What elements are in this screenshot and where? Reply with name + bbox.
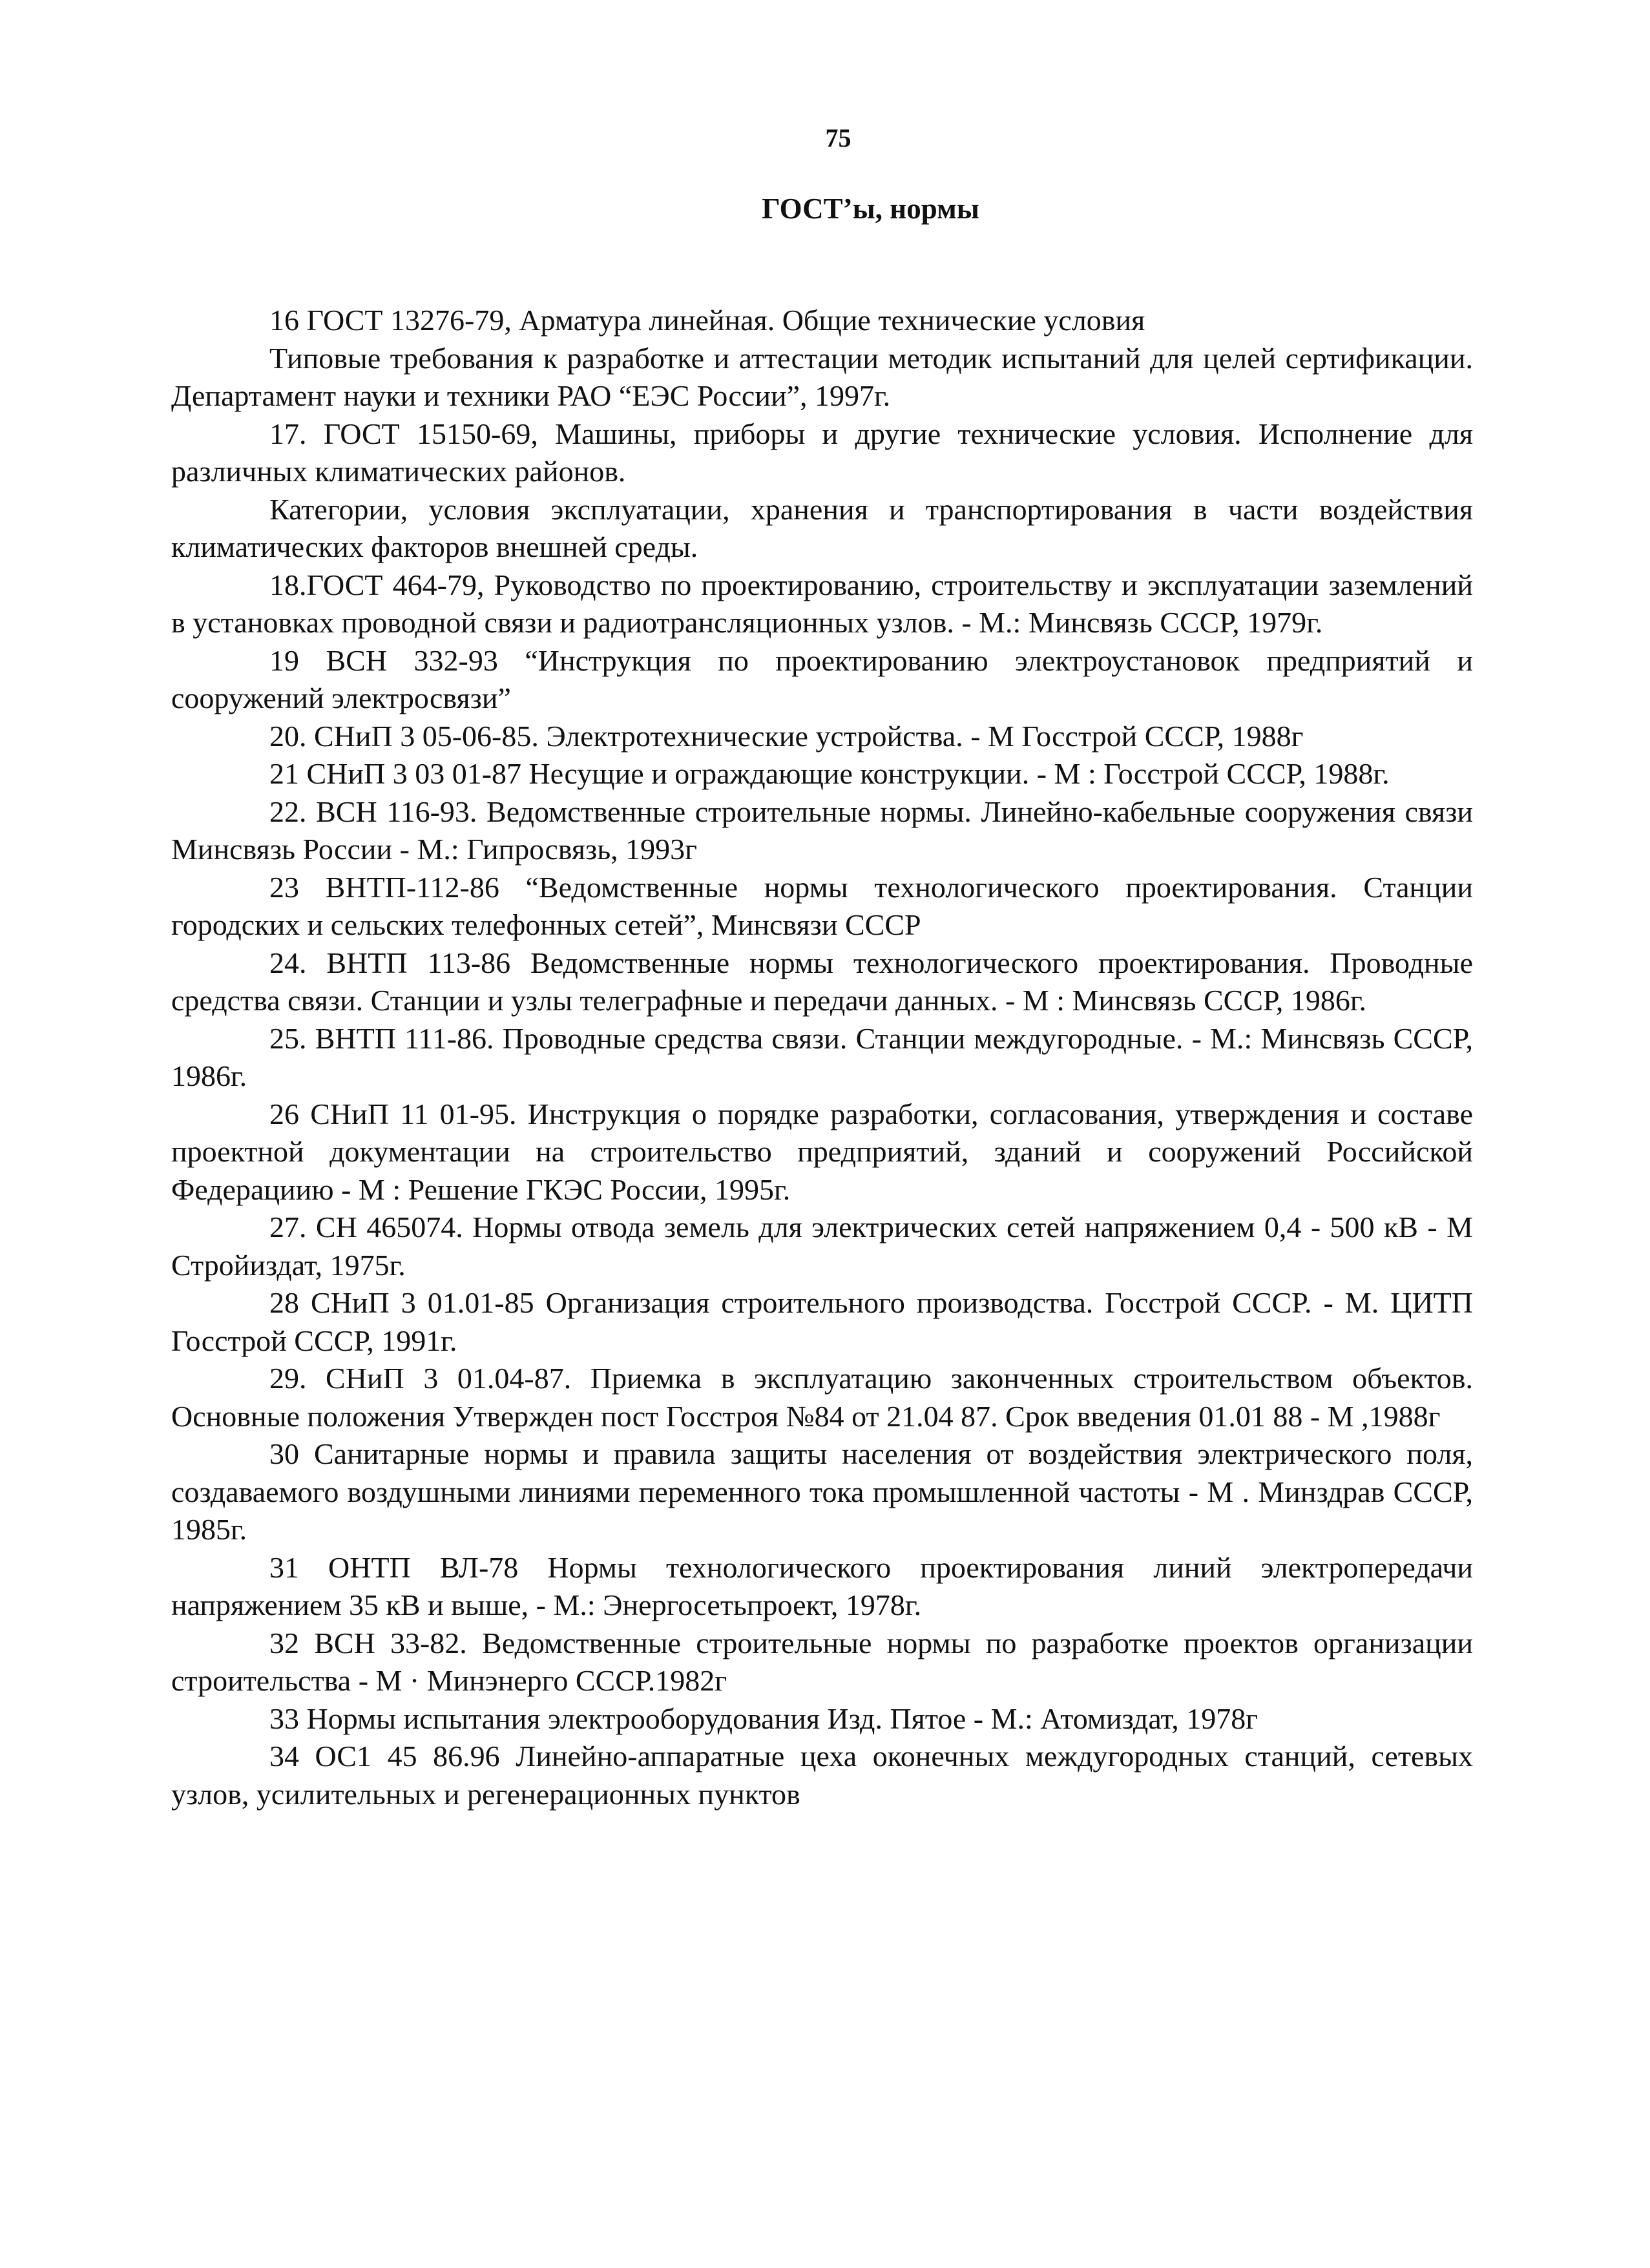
list-item: 27. СН 465074. Нормы отвода земель для электрических сетей напряжением 0,4 - 500 кВ - М Стройиздат, 1975г.	[171, 1211, 1473, 1282]
list-item: 31 ОНТП ВЛ-78 Нормы технологического проектирования линий электропередачи напряжением 35 кВ и выше, - М.: Энергосетьпроект, 1978г.	[171, 1550, 1473, 1621]
list-item: 22. ВСН 116-93. Ведомственные строительные нормы. Линейно-кабельные сооружения связи Минсвязь России - М.: Гипросвязь, 1993г	[171, 795, 1473, 866]
list-item: 21 СНиП 3 03 01-87 Несущие и ограждающие конструкции. - М : Госстрой СССР, 1988г.	[269, 757, 1390, 790]
list-item: 18.ГОСТ 464-79, Руководство по проектированию, строительству и эксплуатации заземлений в установках проводной связи и радиотрансляционных узлов. - М.: Минсвязь СССР, 1979г.	[171, 568, 1473, 639]
list-item: 29. СНиП 3 01.04-87. Приемка в эксплуатацию законченных строительством объектов. Основные положения Утвержден пост Госстроя №84 от 21.04 87. Срок введения 01.01 88 - М ,1988г	[171, 1362, 1473, 1433]
document-page	[171, 123, 1473, 1813]
list-item: 34 ОС1 45 86.96 Линейно-аппаратные цеха оконечных междугородных станций, сетевых узлов, усилительных и регенерационных пунктов	[171, 1740, 1473, 1811]
list-item: 33 Нормы испытания электрооборудования Изд. Пятое - М.: Атомиздат, 1978г	[269, 1701, 1258, 1735]
list-item: 24. ВНТП 113-86 Ведомственные нормы технологического проектирования. Проводные средства связи. Станции и узлы телеграфные и передачи данных. - М : Минсвязь СССР, 1986г.	[171, 946, 1473, 1017]
list-item: 17. ГОСТ 15150-69, Машины, приборы и другие технические условия. Исполнение для различных климатических районов.	[171, 417, 1473, 488]
list-item: 16 ГОСТ 13276-79, Арматура линейная. Общие технические условия	[269, 304, 1145, 337]
list-item: 26 СНиП 11 01-95. Инструкция о порядке разработки, согласования, утверждения и составе проектной документации на строительство предприятий, зданий и сооружений Российской Федерациию - М : Решение ГКЭС России, 1995г.	[171, 1097, 1473, 1206]
list-item: 28 СНиП 3 01.01-85 Организация строительного производства. Госстрой СССР. - М. ЦИТП Госстрой СССР, 1991г.	[171, 1286, 1473, 1357]
page-number: 75	[825, 123, 851, 152]
list-item: 32 ВСН 33-82. Ведомственные строительные нормы по разработке проектов организации строительства - М · Минэнерго СССР.1982г	[171, 1626, 1473, 1697]
list-item: Категории, условия эксплуатации, хранения и транспортирования в части воздействия климатических факторов внешней среды.	[171, 492, 1473, 563]
reference-list	[171, 302, 1473, 1813]
list-item: 20. СНиП 3 05-06-85. Электротехнические устройства. - М Госстрой СССР, 1988г	[269, 719, 1304, 753]
list-item: 23 ВНТП-112-86 “Ведомственные нормы технологического проектирования. Станции городских и сельских телефонных сетей”, Минсвязи СССР	[171, 870, 1473, 941]
page-title: ГОСТ’ы, нормы	[762, 192, 979, 225]
list-item: Типовые требования к разработке и аттестации методик испытаний для целей сертификации. Департамент науки и техники РАО “ЕЭС России”, 1997г.	[171, 341, 1473, 412]
list-item: 30 Санитарные нормы и правила защиты населения от воздействия электрического поля, создаваемого воздушными линиями переменного тока промышленной частоты - М . Минздрав СССР, 1985г.	[171, 1437, 1473, 1546]
list-item: 19 ВСН 332-93 “Инструкция по проектированию электроустановок предприятий и сооружений электросвязи”	[171, 643, 1473, 714]
list-item: 25. ВНТП 111-86. Проводные средства связи. Станции междугородные. - М.: Минсвязь СССР, 1986г.	[171, 1021, 1473, 1092]
